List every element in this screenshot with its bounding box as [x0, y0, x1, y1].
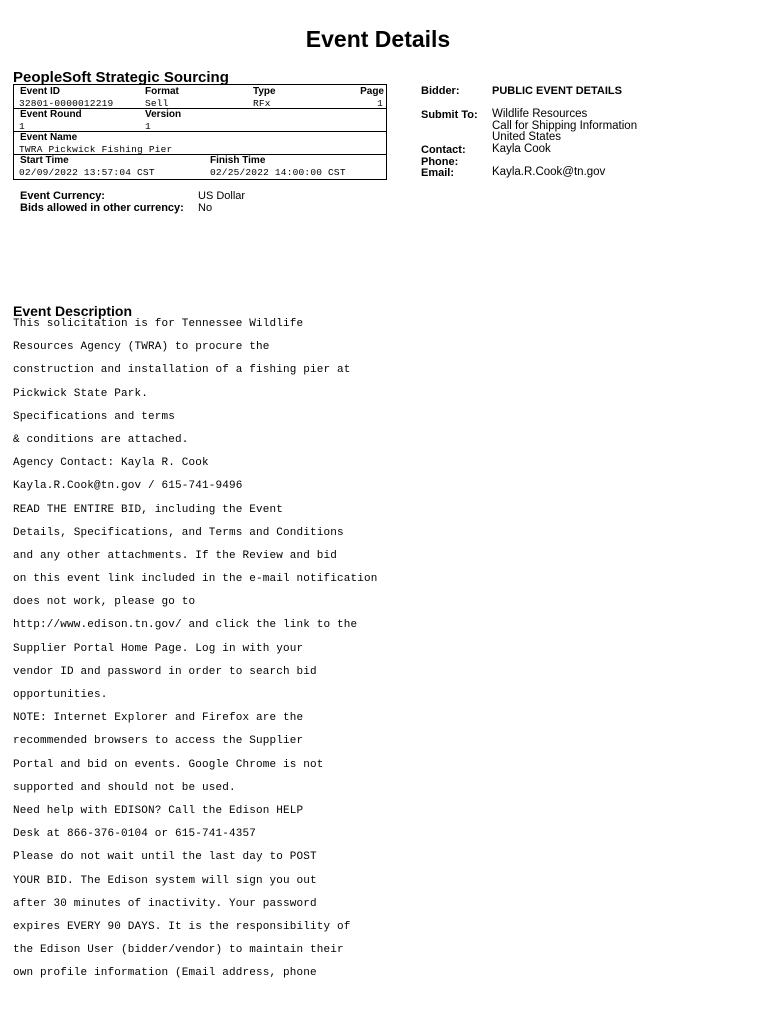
- other-currency-label: Bids allowed in other currency:: [20, 202, 184, 214]
- start-time-label: Start Time: [20, 155, 69, 166]
- start-time-value: 02/09/2022 13:57:04 CST: [19, 167, 155, 178]
- description-line: Portal and bid on events. Google Chrome is not: [13, 758, 324, 771]
- format-value: Sell: [145, 98, 169, 109]
- description-line: supported and should not be used.: [13, 781, 236, 794]
- description-line: construction and installation of a fishing pier at: [13, 364, 351, 377]
- description-line: expires EVERY 90 DAYS. It is the responsibility of: [13, 920, 351, 933]
- event-currency-label: Event Currency:: [20, 190, 105, 202]
- contact-label: Contact:: [421, 144, 466, 156]
- page-title: Event Details: [305, 26, 451, 52]
- email-value: Kayla.R.Cook@tn.gov: [492, 166, 606, 178]
- submit-to-line: Wildlife Resources: [492, 108, 588, 120]
- event-round-value: 1: [19, 121, 25, 132]
- description-line: READ THE ENTIRE BID, including the Event: [13, 503, 284, 516]
- description-line: NOTE: Internet Explorer and Firefox are the: [13, 712, 304, 725]
- event-name-value: TWRA Pickwick Fishing Pier: [19, 144, 173, 155]
- description-line: http://www.edison.tn.gov/ and click the link to the: [13, 619, 358, 632]
- description-line: Pickwick State Park.: [13, 387, 149, 400]
- submit-to-line: United States: [492, 131, 562, 143]
- description-line: Please do not wait until the last day to POST: [13, 851, 317, 864]
- bidder-label: Bidder:: [421, 85, 460, 97]
- version-value: 1: [145, 121, 151, 132]
- type-value: RFx: [253, 98, 271, 109]
- event-id-value: 32801-0000012219: [19, 98, 114, 109]
- description-line: Details, Specifications, and Terms and Conditions: [13, 526, 344, 539]
- description-line: This solicitation is for Tennessee Wildlife: [13, 318, 304, 330]
- description-line: recommended browsers to access the Supplier: [13, 735, 304, 748]
- description-line: Resources Agency (TWRA) to procure the: [13, 341, 270, 354]
- event-currency-value: US Dollar: [198, 190, 246, 202]
- version-label: Version: [145, 109, 182, 120]
- event-info-table: [13, 84, 387, 180]
- description-line: after 30 minutes of inactivity. Your password: [13, 897, 317, 910]
- finish-time-label: Finish Time: [210, 155, 266, 166]
- description-line: Agency Contact: Kayla R. Cook: [13, 457, 209, 470]
- description-line: own profile information (Email address, phone: [13, 967, 317, 980]
- contact-value: Kayla Cook: [492, 142, 551, 155]
- page-label: Page: [360, 86, 384, 97]
- bidder-value: PUBLIC EVENT DETAILS: [492, 85, 622, 97]
- description-line: Desk at 866-376-0104 or 615-741-4357: [13, 828, 257, 841]
- description-line: vendor ID and password in order to search bid: [13, 665, 317, 678]
- event-name-label: Event Name: [20, 132, 78, 143]
- description-line: & conditions are attached.: [13, 433, 189, 446]
- section-title: PeopleSoft Strategic Sourcing: [13, 69, 229, 86]
- description-line: on this event link included in the e-mail notification: [13, 573, 378, 586]
- type-label: Type: [253, 86, 276, 97]
- other-currency-value: No: [198, 202, 213, 214]
- event-description-title: Event Description: [13, 303, 133, 319]
- page-value: 1: [377, 98, 383, 109]
- event-id-label: Event ID: [20, 86, 61, 97]
- finish-time-value: 02/25/2022 14:00:00 CST: [210, 167, 346, 178]
- format-label: Format: [145, 86, 179, 97]
- event-description-text: [13, 317, 378, 989]
- description-line: and any other attachments. If the Review and bid: [13, 549, 338, 562]
- description-line: Need help with EDISON? Call the Edison HELP: [13, 804, 304, 817]
- email-label: Email:: [421, 167, 455, 179]
- description-line: opportunities.: [13, 689, 108, 701]
- submit-to-label: Submit To:: [421, 109, 478, 121]
- description-line: does not work, please go to: [13, 596, 196, 609]
- description-line: Specifications and terms: [13, 410, 176, 423]
- description-line: the Edison User (bidder/vendor) to maintain their: [13, 944, 344, 957]
- event-round-label: Event Round: [20, 109, 82, 120]
- phone-label: Phone:: [421, 155, 459, 168]
- description-line: Kayla.R.Cook@tn.gov / 615-741-9496: [13, 480, 243, 493]
- description-line: YOUR BID. The Edison system will sign you out: [13, 874, 317, 887]
- submit-to-line: Call for Shipping Information: [492, 119, 638, 132]
- description-line: Supplier Portal Home Page. Log in with your: [13, 642, 304, 655]
